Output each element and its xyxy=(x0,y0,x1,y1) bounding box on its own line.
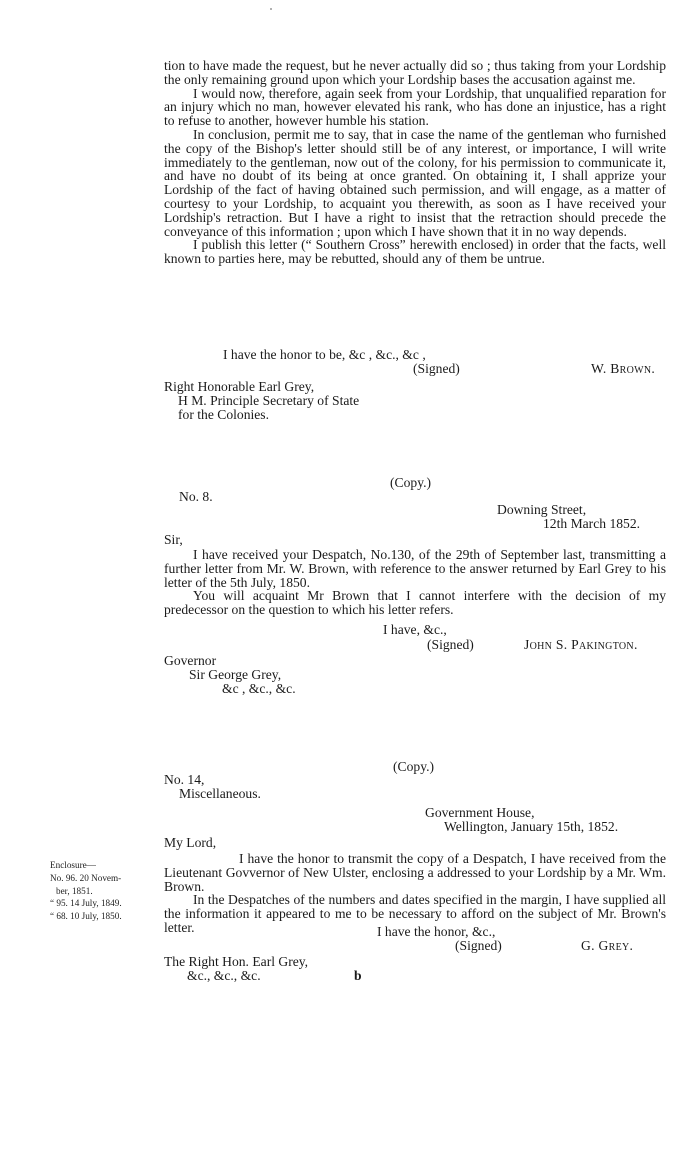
letter2-signature: John S. Pakington. xyxy=(524,637,638,652)
letter1-paragraph: I publish this letter (“ Southern Cross” herewith enclosed) in order that the facts, well known to parties here, may be rebutted, should any of them be untrue. xyxy=(164,237,666,267)
letter2-closing: I have, &c., xyxy=(383,622,447,637)
letter3-number: No. 14, xyxy=(164,772,205,787)
letter3-body xyxy=(164,852,666,935)
letter1-addressee-line: for the Colonies. xyxy=(178,407,269,422)
letter1-body xyxy=(164,59,666,266)
letter2-number: No. 8. xyxy=(179,489,213,504)
letter3-salutation: My Lord, xyxy=(164,835,217,850)
letter2-addressee-line: &c , &c., &c. xyxy=(222,681,296,696)
letter2-addressee-line: Governor xyxy=(164,653,217,668)
letter3-closing: I have the honor, &c., xyxy=(377,924,496,939)
letter2-paragraph: You will acquaint Mr Brown that I cannot interfere with the decision of my predecessor on the question to which his letter refers. xyxy=(164,588,666,618)
letter1-addressee-line: H M. Principle Secretary of State xyxy=(178,393,360,408)
letter3-category: Miscellaneous. xyxy=(179,786,261,801)
letter2-date: 12th March 1852. xyxy=(543,516,641,531)
letter2-addressee-line: Sir George Grey, xyxy=(189,667,282,682)
letter3-date: Wellington, January 15th, 1852. xyxy=(444,819,619,834)
letter2-place: Downing Street, xyxy=(497,502,587,517)
letter1-paragraph: tion to have made the request, but he never actually did so ; thus taking from your Lordship the only remaining ground upon which your Lordship bases the accusation against me. xyxy=(164,58,666,87)
letter1-signature: W. Brown. xyxy=(591,361,656,376)
letter1-closing: I have the honor to be, &c , &c., &c , xyxy=(223,347,426,362)
letter3-signature: G. Grey. xyxy=(581,938,634,953)
letter3-place: Government House, xyxy=(425,805,535,820)
letter2-body xyxy=(164,548,666,617)
copy-label: (Copy.) xyxy=(393,759,435,774)
letter2-paragraph: I have received your Despatch, No.130, of the 29th of September last, transmitting a further letter from Mr. W. Brown, with reference to the answer returned by Earl Grey to his letter of the 5th July, 1850. xyxy=(164,547,666,590)
margin-note xyxy=(50,859,160,923)
margin-note-line: “ 68. 10 July, 1850. xyxy=(50,911,122,922)
letter2-salutation: Sir, xyxy=(164,532,183,547)
copy-label: (Copy.) xyxy=(390,475,432,490)
print-speck xyxy=(270,8,272,10)
letter3-paragraph: I have the honor to transmit the copy of a Despatch, I have received from the Lieutenant Govvernor of New Ulster, enclosing a addressed to your Lordship by a Mr. Wm. Brown. xyxy=(164,851,666,894)
letter1-paragraph: In conclusion, permit me to say, that in case the name of the gentleman who furnished the copy of the Bishop's letter should still be of any interest, or importance, I will write immediately to the gentleman, now out of the colony, for his permission to communicate it, and have no doubt of its being at once granted. On obtaining it, I shall apprize your Lordship of the fact of having obtained such permission, and will engage, as a matter of courtesy to your Lordship, to acquaint you therewith, as soon as I have received your Lordship's retraction. But I have a right to insist that the retraction should precede the conveyance of this information ; upon which I have shown that it in no way depends. xyxy=(164,126,666,239)
page-signature-mark: b xyxy=(354,968,362,983)
letter3-addressee-line: The Right Hon. Earl Grey, xyxy=(164,954,309,969)
margin-note-line: “ 95. 14 July, 1849. xyxy=(50,898,122,909)
margin-note-line: ber, 1851. xyxy=(56,885,93,896)
letter1-paragraph: I would now, therefore, again seek from your Lordship, that unqualified reparation for an injury which no man, however elevated his rank, who has done an injustice, has a right to refuse to another, however humble his station. xyxy=(164,85,666,129)
letter3-signed: (Signed) xyxy=(455,938,502,953)
margin-note-line: No. 96. 20 Novem- xyxy=(50,872,122,883)
letter1-signed: (Signed) xyxy=(413,361,460,376)
margin-note-line: Enclosure— xyxy=(50,860,96,870)
letter3-paragraph: In the Despatches of the numbers and dates specified in the margin, I have supplied all the information it appeared to me to be necessary to afford on the subject of Mr. Brown's letter. xyxy=(164,892,666,935)
letter2-signed: (Signed) xyxy=(427,637,474,652)
letter1-addressee-line: Right Honorable Earl Grey, xyxy=(164,379,315,394)
letter3-addressee-line: &c., &c., &c. xyxy=(187,968,261,983)
